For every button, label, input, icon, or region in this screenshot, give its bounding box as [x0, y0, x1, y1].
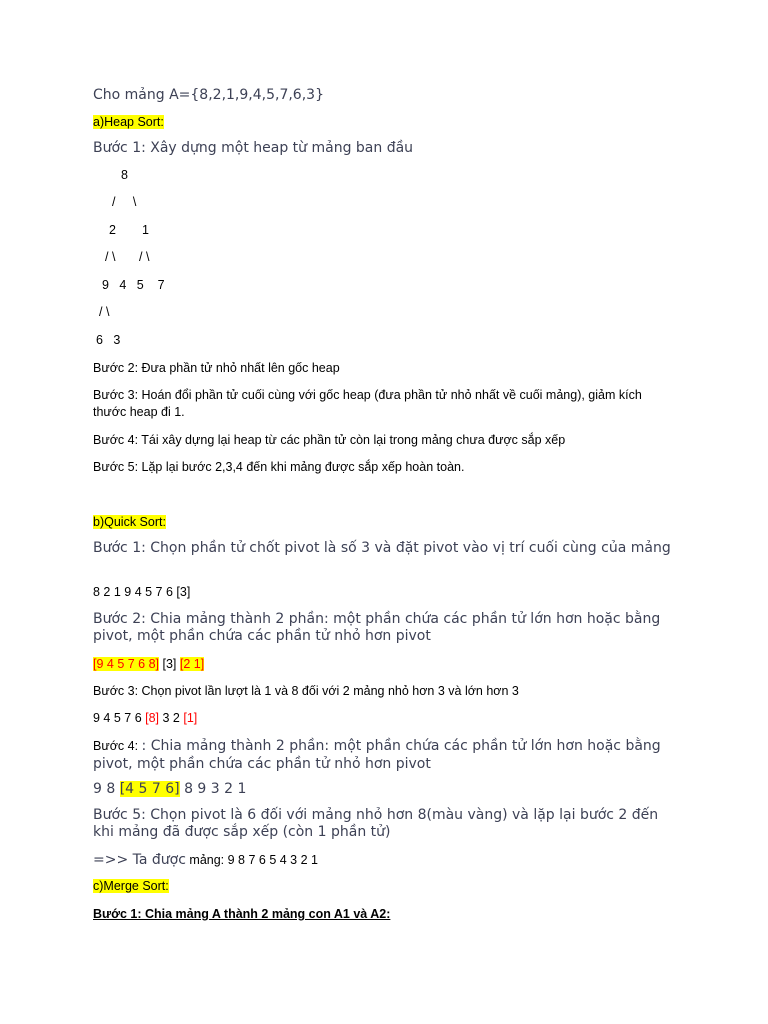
- quick-result-array: mảng: 9 8 7 6 5 4 3 2 1: [185, 853, 318, 867]
- heap-step3: Bước 3: Hoán đổi phần tử cuối cùng với gốc heap (đưa phần tử nhỏ nhất về cuối mảng), giảm kích thước heap đi 1.: [93, 388, 642, 419]
- intro-text: Cho mảng A={8,2,1,9,4,5,7,6,3}: [93, 87, 324, 103]
- tree-node-2: 2: [109, 223, 116, 237]
- heap-sort-title: [93, 114, 164, 131]
- heap-step5: Bước 5: Lặp lại bước 2,3,4 đến khi mảng được sắp xếp hoàn toàn.: [93, 460, 465, 474]
- quick-sort-title: [93, 514, 166, 531]
- heap-step1: Bước 1: Xây dựng một heap từ mảng ban đầu: [93, 140, 414, 156]
- quick-step2: Bước 2: Chia mảng thành 2 phần: một phần chứa các phần tử lớn hơn hoặc bằng pivot, một phần chứa các phần tử nhỏ hơn pivot: [93, 611, 661, 644]
- heap-step2: Bước 2: Đưa phần tử nhỏ nhất lên gốc heap: [93, 361, 340, 375]
- quick-result-prefix: =>> Ta được: [93, 852, 186, 868]
- tree-root: 8: [121, 168, 128, 182]
- array-3-pivot-1: [1]: [183, 711, 198, 725]
- tree-edge-right: / \: [139, 250, 150, 264]
- array-4-part-c: 8 9 3 2 1: [179, 781, 247, 797]
- quick-step4: [93, 737, 673, 773]
- merge-sort-title: [93, 878, 169, 895]
- array-2-pivot: [3]: [159, 657, 180, 671]
- array-3-pivot-8: [8]: [145, 711, 160, 725]
- heap-sort-title-highlight: a)Heap Sort:: [93, 115, 164, 129]
- quick-array-1: 8 2 1 9 4 5 7 6 [3]: [93, 585, 191, 599]
- tree-level-2: 9 4 5 7: [102, 278, 165, 292]
- merge-sort-title-highlight: c)Merge Sort:: [93, 879, 169, 893]
- tree-edge-left: / \: [105, 250, 116, 264]
- array-3-part-a: 9 4 5 7 6: [93, 711, 146, 725]
- quick-step4-text: : Chia mảng thành 2 phần: một phần chứa các phần tử lớn hơn hoặc bằng pivot, một phần chứa các phần tử nhỏ hơn pivot: [93, 738, 661, 772]
- tree-level-3: 6 3: [96, 333, 121, 347]
- quick-array-4: [93, 781, 246, 798]
- quick-step4-prefix: Bước 4:: [93, 739, 142, 753]
- quick-step3: Bước 3: Chọn pivot lần lượt là 1 và 8 đối với 2 mảng nhỏ hơn 3 và lớn hơn 3: [93, 684, 519, 698]
- quick-sort-title-highlight: b)Quick Sort:: [93, 515, 166, 529]
- quick-step1: Bước 1: Chọn phần tử chốt pivot là số 3 và đặt pivot vào vị trí cuối cùng của mảng: [93, 540, 671, 556]
- quick-result: [93, 851, 318, 869]
- merge-step1: Bước 1: Chia mảng A thành 2 mảng con A1 và A2:: [93, 907, 391, 921]
- quick-array-2: [93, 656, 204, 673]
- array-3-part-c: 3 2: [159, 711, 184, 725]
- array-4-yellow-part: [4 5 7 6]: [119, 781, 180, 797]
- tree-edge-level-2: / \: [99, 305, 110, 319]
- heap-step4: Bước 4: Tái xây dựng lại heap từ các phần tử còn lại trong mảng chưa được sắp xếp: [93, 433, 566, 447]
- array-2-left-part: [9 4 5 7 6 8]: [93, 657, 160, 671]
- tree-node-1: 1: [142, 223, 149, 237]
- array-2-right-part: [2 1]: [179, 657, 205, 671]
- tree-edge-root: / \: [112, 195, 137, 209]
- quick-array-3: [93, 710, 197, 727]
- quick-step5: Bước 5: Chọn pivot là 6 đối với mảng nhỏ hơn 8(màu vàng) và lặp lại bước 2 đến khi mảng đã được sắp xếp (còn 1 phần tử): [93, 807, 659, 840]
- array-4-part-a: 9 8: [93, 781, 120, 797]
